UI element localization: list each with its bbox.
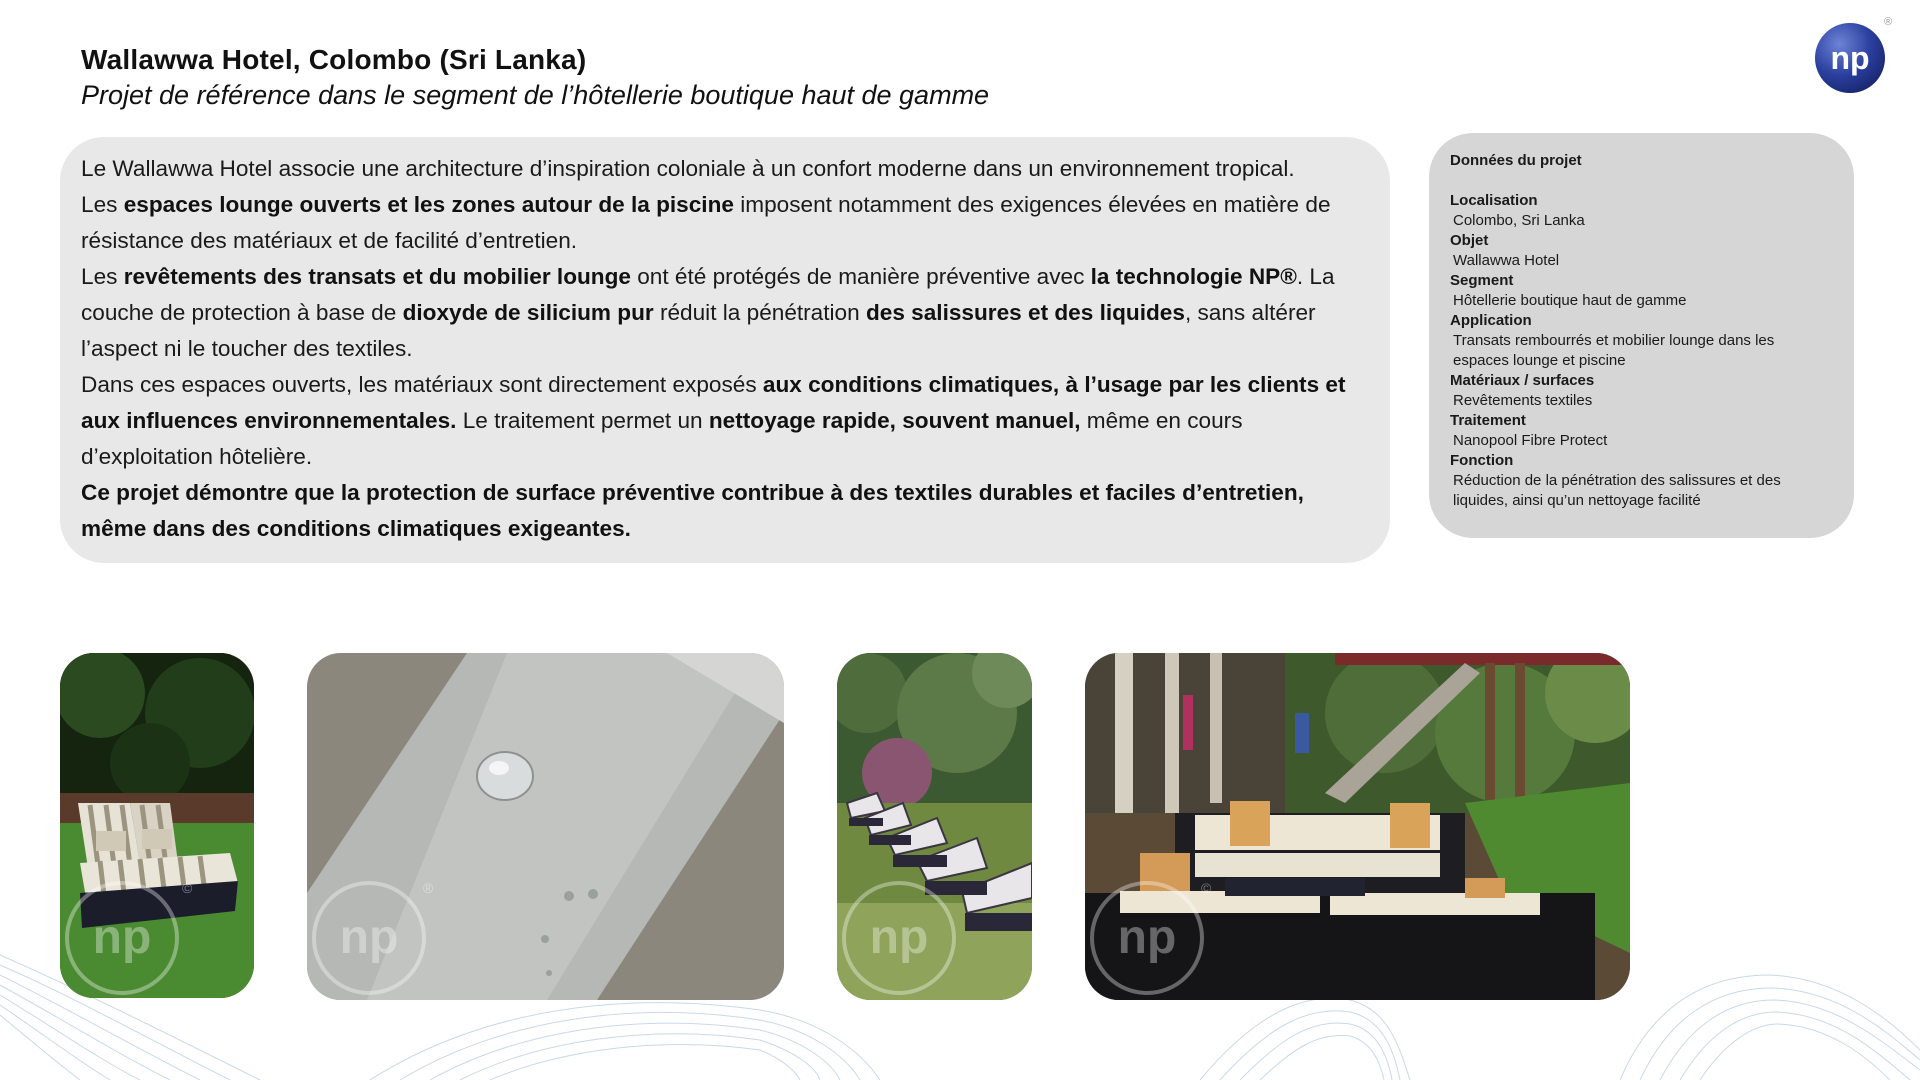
item-label: Segment <box>1450 272 1514 289</box>
watermark-text: np <box>339 911 399 964</box>
project-data-item <box>1450 411 1834 451</box>
registered-mark: ® <box>423 880 434 896</box>
item-value: Colombo, Sri Lanka <box>1453 212 1585 229</box>
description-panel <box>60 137 1390 563</box>
photo-lounge-sofa-veranda <box>1085 653 1630 1000</box>
copyright-mark: © <box>182 880 193 896</box>
item-value: Wallawwa Hotel <box>1453 252 1560 269</box>
logo-text: np <box>1830 40 1870 76</box>
item-label: Fonction <box>1450 452 1514 469</box>
project-data-item <box>1450 451 1834 511</box>
page-subtitle: Projet de référence dans le segment de l’hôtellerie boutique haut de gamme <box>81 80 990 110</box>
project-data-item <box>1450 311 1834 371</box>
logo-registered-mark: ® <box>1884 16 1893 28</box>
paragraph-treatment: Les revêtements des transats et du mobilier lounge ont été protégés de manière préventive avec la technologie NP®. La couche de protection à base de dioxyde de silicium pur réduit la pénétration des salissures et des liquides, sans altérer l’aspect ni le toucher des textiles. <box>81 264 1335 361</box>
photo-water-droplet-fabric <box>307 653 784 1000</box>
paragraph-conclusion: Ce projet démontre que la protection de surface préventive contribue à des textiles durables et faciles d’entretien, même dans des conditions climatiques exigeantes. <box>81 480 1304 541</box>
paragraph-intro: Le Wallawwa Hotel associe une architecture d’inspiration coloniale à un confort moderne dans un environnement tropical. <box>81 156 1295 181</box>
photo-sun-lounger <box>60 653 254 998</box>
copyright-mark: © <box>1201 880 1212 896</box>
page-title: Wallawwa Hotel, Colombo (Sri Lanka) <box>81 44 587 75</box>
watermark-text: np <box>92 911 152 964</box>
item-value: Nanopool Fibre Protect <box>1453 432 1608 449</box>
item-label: Traitement <box>1450 412 1526 429</box>
project-data-item <box>1450 271 1834 311</box>
watermark-text: np <box>869 911 929 964</box>
item-label: Matériaux / surfaces <box>1450 372 1595 389</box>
item-value: Réduction de la pénétration des salissures et des liquides, ainsi qu’un nettoyage facilité <box>1453 472 1781 509</box>
project-data-item <box>1450 231 1834 271</box>
project-data-item <box>1450 371 1834 411</box>
item-label: Objet <box>1450 232 1489 249</box>
project-data-item <box>1450 191 1834 231</box>
watermark-text: np <box>1117 911 1177 964</box>
np-logo <box>1814 22 1886 94</box>
paragraph-exposure: Dans ces espaces ouverts, les matériaux sont directement exposés aux conditions climatiques, à l’usage par les clients et aux influences environnementales. Le traitement permet un nettoyage rapide, souvent manuel, même en cours d’exploitation hôtelière. <box>81 372 1346 469</box>
item-value: Transats rembourrés et mobilier lounge dans les espaces lounge et piscine <box>1453 332 1775 369</box>
photo-lounger-row-garden <box>837 653 1032 1000</box>
item-value: Hôtellerie boutique haut de gamme <box>1453 292 1687 309</box>
paragraph-requirements: Les espaces lounge ouverts et les zones autour de la piscine imposent notamment des exigences élevées en matière de résistance des matériaux et de facilité d’entretien. <box>81 192 1331 253</box>
project-data-panel <box>1429 133 1854 538</box>
item-value: Revêtements textiles <box>1453 392 1593 409</box>
project-data-heading: Données du projet <box>1450 152 1582 169</box>
item-label: Localisation <box>1450 192 1538 209</box>
item-label: Application <box>1450 312 1532 329</box>
